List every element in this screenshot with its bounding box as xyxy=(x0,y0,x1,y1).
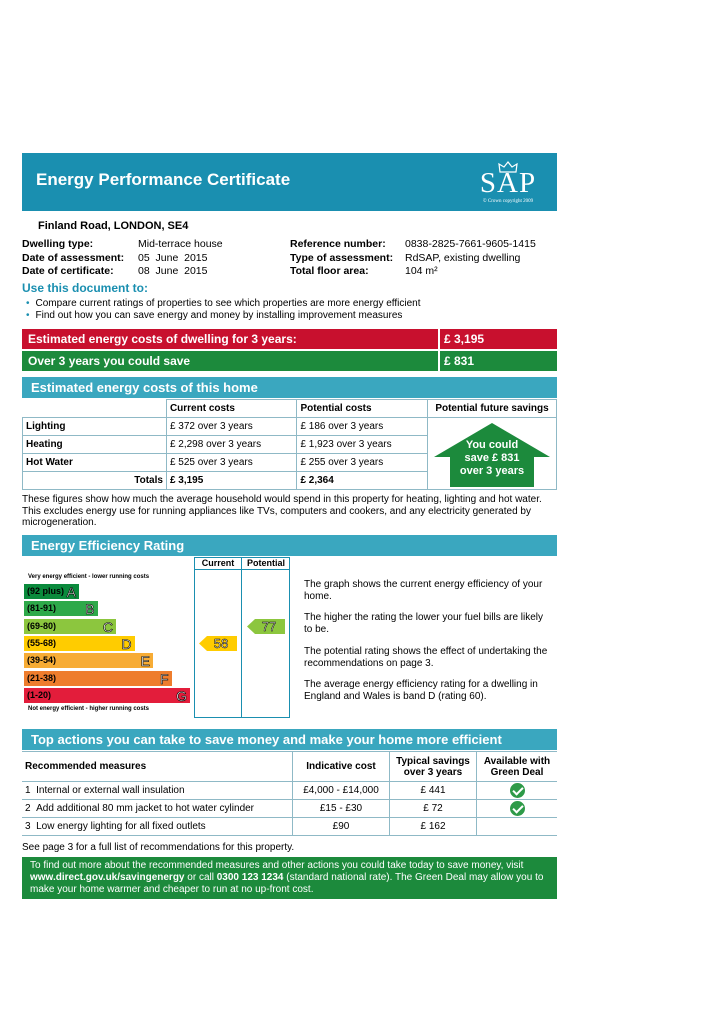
band-letter: C xyxy=(102,618,113,635)
not-efficient-label: Not energy efficient - higher running costs xyxy=(28,706,150,712)
estimated-costs-label: Estimated energy costs of dwelling for 3 years: xyxy=(28,332,297,346)
table-row xyxy=(23,418,557,436)
rating-band-e xyxy=(24,653,153,668)
measure-cell: 1 Internal or external wall insulation xyxy=(22,782,293,800)
check-icon xyxy=(510,783,525,798)
sap-copyright: © Crown copyright 2009 xyxy=(482,199,534,204)
table-header-row xyxy=(22,752,557,782)
rating-text-4: The average energy efficiency rating for a dwelling in England and Wales is band D (rating 60). xyxy=(304,679,538,702)
sap-logo-text: SAP xyxy=(479,167,537,199)
rating-band-c xyxy=(24,619,116,634)
costs-section-title: Estimated energy costs of this home xyxy=(31,380,258,395)
current-rating-arrow xyxy=(199,636,237,651)
estimated-costs-bar xyxy=(22,329,557,349)
savings-cell: £ 162 xyxy=(390,818,477,836)
dwelling-type-label: Dwelling type: xyxy=(22,238,94,250)
assessment-type-label: Type of assessment: xyxy=(290,252,394,264)
current-rating-value: 58 xyxy=(213,635,229,651)
green-deal-cell xyxy=(477,818,558,836)
assessment-date-value: 05 June 2015 xyxy=(138,252,208,264)
very-efficient-label: Very energy efficient - lower running costs xyxy=(28,574,150,580)
costs-table xyxy=(22,399,557,490)
reference-value: 0838-2825-7661-9605-1415 xyxy=(405,238,536,250)
potential-costs-header: Potential costs xyxy=(297,400,428,418)
rating-text-3: The potential rating shows the effect of undertaking the recommendations on page 3. xyxy=(304,646,548,669)
cost-cell: £90 xyxy=(293,818,390,836)
property-address: Finland Road, LONDON, SE4 xyxy=(38,220,189,232)
potential-rating-value: 77 xyxy=(261,618,277,634)
rating-section-header xyxy=(22,535,557,556)
footer-bar xyxy=(22,857,557,899)
savings-value: £ 831 xyxy=(444,354,475,368)
row-label: Hot Water xyxy=(23,454,167,472)
certificate-title: Energy Performance Certificate xyxy=(36,170,291,189)
band-range: (1-20) xyxy=(27,689,52,700)
actions-section-header xyxy=(22,729,557,750)
cost-cell: £15 - £30 xyxy=(293,800,390,818)
floor-area-label: Total floor area: xyxy=(290,265,369,277)
savings-header: Typical savings over 3 years xyxy=(390,752,477,782)
totals-potential: £ 2,364 xyxy=(297,472,428,490)
savings-label: Over 3 years you could save xyxy=(28,354,191,368)
band-letter: D xyxy=(121,635,132,652)
reference-label: Reference number: xyxy=(290,238,386,250)
rating-text-1: The graph shows the current energy efficiency of your home. xyxy=(304,579,543,602)
use-item: • Compare current ratings of properties to see which properties are more energy efficient xyxy=(26,298,421,309)
crown-icon xyxy=(498,161,518,173)
use-item: • Find out how you can save energy and money by installing improvement measures xyxy=(26,310,403,321)
current-cost: £ 525 over 3 years xyxy=(166,454,297,472)
divider xyxy=(438,351,440,371)
rating-chart xyxy=(22,557,290,718)
divider xyxy=(438,329,440,349)
savings-cell: £ 72 xyxy=(390,800,477,818)
row-label: Heating xyxy=(23,436,167,454)
future-savings-cell xyxy=(428,418,557,490)
band-letter: F xyxy=(159,670,169,687)
rating-band-d xyxy=(24,636,135,651)
future-savings-header: Potential future savings xyxy=(428,400,557,418)
current-column-header: Current xyxy=(201,558,235,568)
measure-cell: 3 Low energy lighting for all fixed outlets xyxy=(22,818,293,836)
costs-section-header xyxy=(22,377,557,398)
rating-text-2: The higher the rating the lower your fuel bills are likely to be. xyxy=(304,612,544,635)
see-page-note: See page 3 for a full list of recommendations for this property. xyxy=(22,842,295,853)
bullet-icon: • xyxy=(26,310,30,321)
sap-logo xyxy=(473,161,543,207)
savings-arrow-text: You could save £ 831 over 3 years xyxy=(459,439,525,477)
band-range: (69-80) xyxy=(27,620,57,631)
measures-header: Recommended measures xyxy=(22,752,293,782)
costs-note: These figures show how much the average household would spend in this property for heating, lighting and hot water. This excludes energy use for running appliances like TVs, computers and cookers, and any electricity generated by microgeneration. xyxy=(22,494,542,528)
current-cost: £ 2,298 over 3 years xyxy=(166,436,297,454)
check-icon xyxy=(510,801,525,816)
rating-section-title: Energy Efficiency Rating xyxy=(31,538,185,553)
green-deal-header: Available with Green Deal xyxy=(477,752,558,782)
assessment-date-label: Date of assessment: xyxy=(22,252,125,264)
table-header-row xyxy=(23,400,557,418)
certificate-date-value: 08 June 2015 xyxy=(138,265,208,277)
band-letter: G xyxy=(176,687,187,704)
certificate-date-label: Date of certificate: xyxy=(22,265,114,277)
footer-text: To find out more about the recommended measures and other actions you could take today to save money, visit www.direct.gov.uk/savingenergy or call 0300 123 1234 (standard national rate). The Green Deal may allow you to make your home warmer and cheaper to run at no up-front cost. xyxy=(30,860,544,895)
current-costs-header: Current costs xyxy=(166,400,297,418)
actions-section-title: Top actions you can take to save money and make your home more efficient xyxy=(31,732,502,747)
totals-label: Totals xyxy=(23,472,167,490)
band-letter: B xyxy=(85,601,95,618)
certificate-header xyxy=(22,153,557,211)
footer-phone: 0300 123 1234 xyxy=(216,872,284,883)
potential-rating-arrow xyxy=(247,619,285,634)
table-row xyxy=(22,782,557,800)
band-range: (92 plus) xyxy=(27,586,65,596)
band-letter: E xyxy=(140,653,150,670)
cost-header: Indicative cost xyxy=(293,752,390,782)
potential-cost: £ 186 over 3 years xyxy=(297,418,428,436)
potential-cost: £ 255 over 3 years xyxy=(297,454,428,472)
actions-table xyxy=(22,751,557,836)
band-range: (81-91) xyxy=(27,603,57,614)
green-deal-cell xyxy=(477,800,558,818)
assessment-type-value: RdSAP, existing dwelling xyxy=(405,252,521,264)
band-range: (39-54) xyxy=(27,655,57,666)
table-row xyxy=(22,818,557,836)
current-cost: £ 372 over 3 years xyxy=(166,418,297,436)
rating-band-g xyxy=(24,688,190,703)
row-label: Lighting xyxy=(23,418,167,436)
dwelling-type-value: Mid-terrace house xyxy=(138,238,223,250)
band-range: (21-38) xyxy=(27,672,57,683)
use-document-title: Use this document to: xyxy=(22,281,149,295)
footer-link[interactable]: www.direct.gov.uk/savingenergy xyxy=(30,872,185,883)
rating-band-f xyxy=(24,671,172,686)
potential-column-header: Potential xyxy=(246,558,285,568)
savings-cell: £ 441 xyxy=(390,782,477,800)
estimated-costs-value: £ 3,195 xyxy=(444,332,485,346)
cost-cell: £4,000 - £14,000 xyxy=(293,782,390,800)
totals-current: £ 3,195 xyxy=(166,472,297,490)
measure-cell: 2 Add additional 80 mm jacket to hot water cylinder xyxy=(22,800,293,818)
rating-band-b xyxy=(24,601,98,616)
band-range: (55-68) xyxy=(27,637,57,648)
rating-band-a xyxy=(24,584,79,599)
table-row xyxy=(22,800,557,818)
savings-bar xyxy=(22,351,557,371)
green-deal-cell xyxy=(477,782,558,800)
floor-area-value: 104 m² xyxy=(405,265,438,277)
bullet-icon: • xyxy=(26,298,30,309)
empty-header xyxy=(23,400,167,418)
band-letter: A xyxy=(66,584,76,600)
potential-cost: £ 1,923 over 3 years xyxy=(297,436,428,454)
